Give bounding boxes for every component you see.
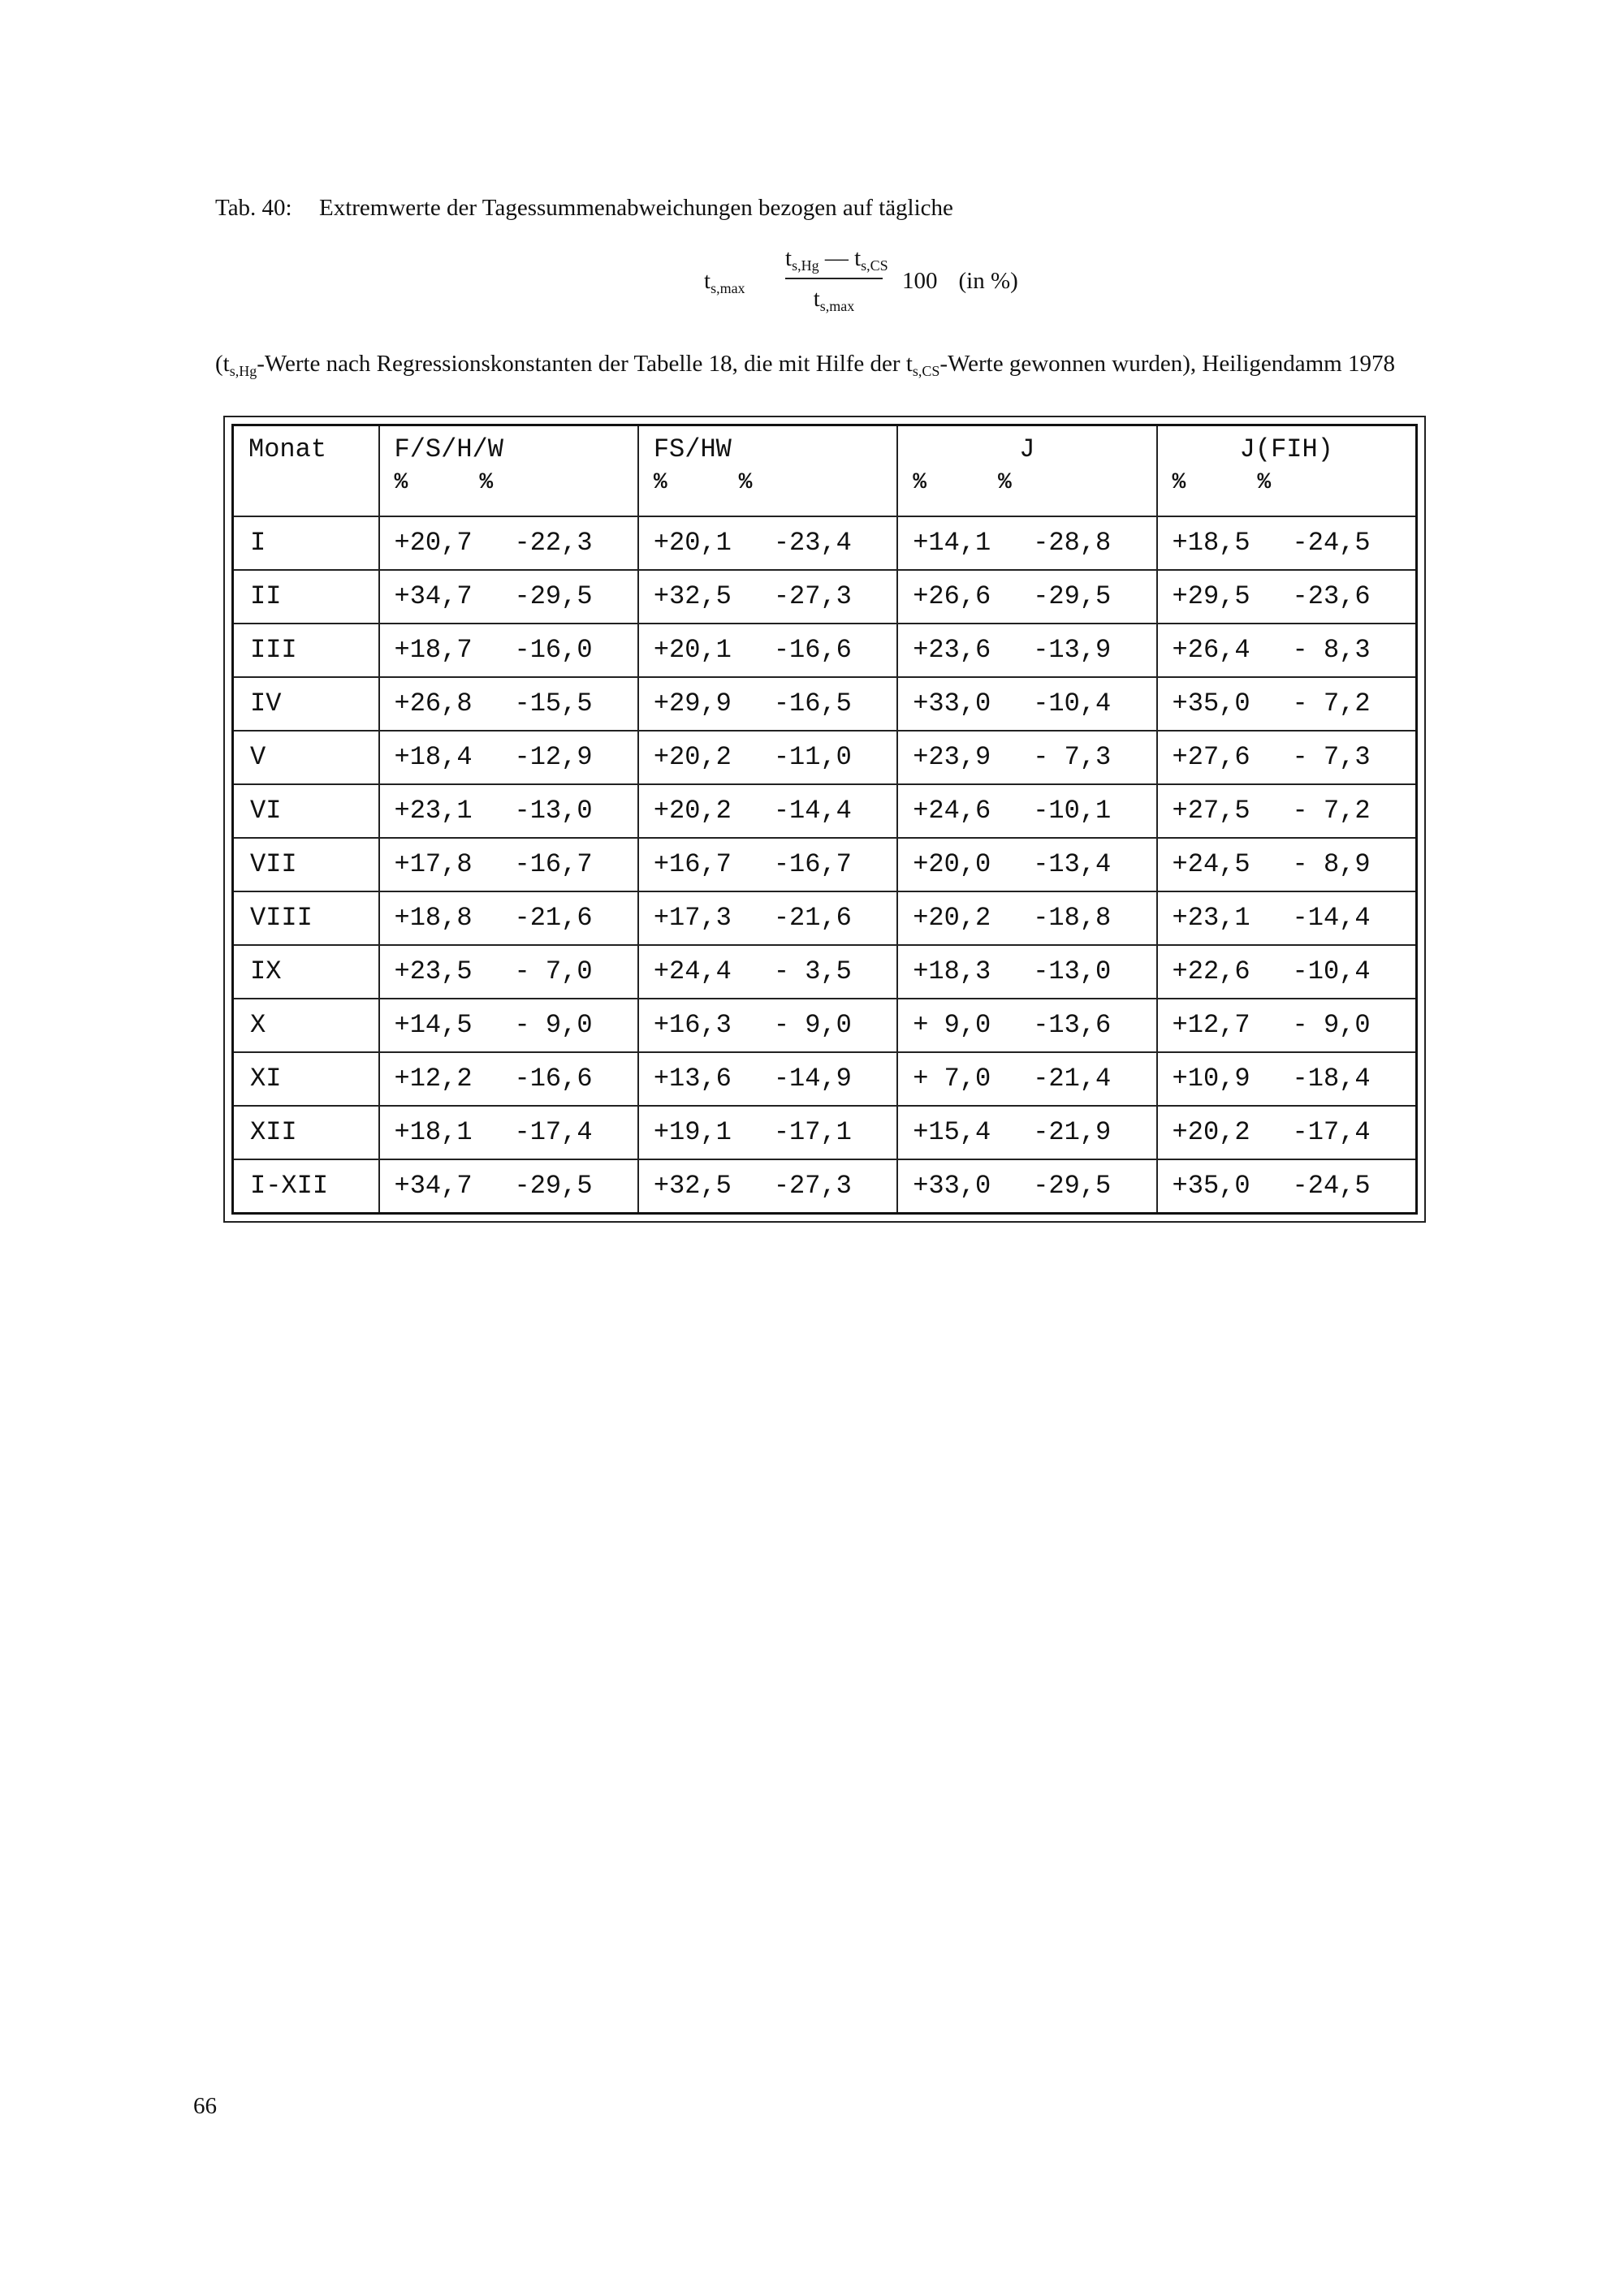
max-value: +29,9: [653, 688, 732, 719]
value-cell: [1157, 677, 1417, 731]
min-value: - 9,0: [773, 1010, 852, 1041]
max-value: +20,2: [653, 742, 732, 773]
min-value: - 7,2: [1292, 796, 1371, 826]
max-value: +24,4: [653, 956, 732, 987]
min-value: -13,0: [514, 796, 593, 826]
formula-lhs: $t_{s,max}$: [704, 268, 745, 296]
value-cell: [897, 945, 1156, 999]
min-value: -16,6: [514, 1064, 593, 1094]
value-cell: [1157, 624, 1417, 677]
value-cell: [379, 838, 638, 891]
value-cell: [379, 677, 638, 731]
max-value: +16,3: [653, 1010, 732, 1041]
max-value: +14,5: [394, 1010, 473, 1041]
max-value: +27,6: [1172, 742, 1250, 773]
min-value: -21,4: [1033, 1064, 1112, 1094]
value-cell: [897, 784, 1156, 838]
min-value: - 8,3: [1292, 635, 1371, 666]
value-cell: [638, 945, 897, 999]
table-caption: [215, 195, 953, 222]
table-row: [233, 624, 1417, 677]
month-cell: VIII: [233, 891, 379, 945]
month-cell: XI: [233, 1052, 379, 1106]
min-value: - 7,0: [514, 956, 593, 987]
table-row: [233, 516, 1417, 570]
value-cell: [1157, 1052, 1417, 1106]
table-row: [233, 784, 1417, 838]
max-value: +17,8: [394, 849, 473, 880]
max-value: +18,8: [394, 903, 473, 934]
column-header: [233, 425, 379, 517]
value-cell: [379, 570, 638, 624]
min-value: -17,1: [773, 1117, 852, 1148]
value-cell: [897, 1052, 1156, 1106]
value-cell: [897, 999, 1156, 1052]
max-value: +14,1: [913, 528, 991, 559]
column-units: % %: [394, 470, 494, 495]
max-value: +34,7: [394, 1171, 473, 1202]
min-value: -27,3: [773, 1171, 852, 1202]
min-value: -29,5: [514, 581, 593, 612]
max-value: +33,0: [913, 688, 991, 719]
value-cell: [638, 1052, 897, 1106]
month-cell: VII: [233, 838, 379, 891]
min-value: -23,6: [1292, 581, 1371, 612]
value-cell: [379, 891, 638, 945]
value-cell: [1157, 731, 1417, 784]
formula-unit: (in %): [958, 268, 1018, 294]
value-cell: [897, 838, 1156, 891]
value-cell: [379, 1106, 638, 1159]
value-cell: [379, 1159, 638, 1214]
min-value: -16,6: [773, 635, 852, 666]
value-cell: [379, 945, 638, 999]
max-value: +20,2: [913, 903, 991, 934]
max-value: +12,2: [394, 1064, 473, 1094]
table-body: [233, 516, 1417, 1214]
min-value: -10,4: [1292, 956, 1371, 987]
max-value: +10,9: [1172, 1064, 1250, 1094]
max-value: +18,4: [394, 742, 473, 773]
column-title: J(FIH): [1239, 434, 1333, 464]
min-value: -14,4: [773, 796, 852, 826]
table-row: [233, 838, 1417, 891]
min-value: -14,4: [1292, 903, 1371, 934]
value-cell: [1157, 999, 1417, 1052]
min-value: -15,5: [514, 688, 593, 719]
table-row: [233, 1159, 1417, 1214]
value-cell: [638, 624, 897, 677]
min-value: -13,6: [1033, 1010, 1112, 1041]
max-value: +26,4: [1172, 635, 1250, 666]
table-row: [233, 570, 1417, 624]
value-cell: [1157, 1159, 1417, 1214]
column-header: [897, 425, 1156, 517]
table-header-row: [233, 425, 1417, 517]
min-value: -21,9: [1033, 1117, 1112, 1148]
column-units: % %: [1172, 470, 1272, 495]
max-value: +33,0: [913, 1171, 991, 1202]
value-cell: [379, 516, 638, 570]
max-value: +20,1: [653, 635, 732, 666]
value-cell: [1157, 784, 1417, 838]
table-frame: [223, 416, 1426, 1223]
caption-text: Extremwerte der Tagessummenabweichungen bezogen auf tägliche: [319, 195, 953, 221]
max-value: +35,0: [1172, 1171, 1250, 1202]
min-value: -29,5: [1033, 1171, 1112, 1202]
max-value: +29,5: [1172, 581, 1250, 612]
min-value: - 8,9: [1292, 849, 1371, 880]
value-cell: [1157, 516, 1417, 570]
min-value: - 7,3: [1033, 742, 1112, 773]
max-value: +18,3: [913, 956, 991, 987]
max-value: +12,7: [1172, 1010, 1250, 1041]
min-value: -17,4: [514, 1117, 593, 1148]
min-value: -11,0: [773, 742, 852, 773]
value-cell: [897, 624, 1156, 677]
min-value: -13,9: [1033, 635, 1112, 666]
value-cell: [1157, 891, 1417, 945]
column-units: % %: [913, 470, 1012, 495]
max-value: +20,1: [653, 528, 732, 559]
value-cell: [1157, 1106, 1417, 1159]
max-value: +13,6: [653, 1064, 732, 1094]
max-value: +23,5: [394, 956, 473, 987]
month-cell: VI: [233, 784, 379, 838]
column-units: % %: [653, 470, 753, 495]
max-value: +26,6: [913, 581, 991, 612]
min-value: -16,7: [773, 849, 852, 880]
formula-fraction: [785, 245, 888, 315]
month-cell: I: [233, 516, 379, 570]
min-value: -10,1: [1033, 796, 1112, 826]
month-cell: I-XII: [233, 1159, 379, 1214]
max-value: +19,1: [653, 1117, 732, 1148]
month-cell: V: [233, 731, 379, 784]
value-cell: [638, 677, 897, 731]
value-cell: [638, 784, 897, 838]
max-value: +18,7: [394, 635, 473, 666]
month-cell: II: [233, 570, 379, 624]
month-cell: III: [233, 624, 379, 677]
min-value: -27,3: [773, 581, 852, 612]
max-value: +34,7: [394, 581, 473, 612]
table-row: [233, 677, 1417, 731]
extreme-values-table: [231, 424, 1418, 1215]
max-value: +20,2: [653, 796, 732, 826]
month-cell: IX: [233, 945, 379, 999]
value-cell: [1157, 838, 1417, 891]
min-value: - 7,2: [1292, 688, 1371, 719]
value-cell: [638, 1106, 897, 1159]
value-cell: [638, 516, 897, 570]
max-value: +27,5: [1172, 796, 1250, 826]
formula-denominator: $t_{s,max}$: [813, 286, 855, 314]
min-value: -16,7: [514, 849, 593, 880]
value-cell: [897, 731, 1156, 784]
column-header: [1157, 425, 1417, 517]
max-value: +24,6: [913, 796, 991, 826]
min-value: - 9,0: [514, 1010, 593, 1041]
max-value: +26,8: [394, 688, 473, 719]
max-value: + 9,0: [913, 1010, 991, 1041]
page-number: 66: [193, 2093, 217, 2119]
min-value: -23,4: [773, 528, 852, 559]
value-cell: [379, 784, 638, 838]
max-value: +20,0: [913, 849, 991, 880]
formula: [704, 244, 1061, 325]
max-value: +23,6: [913, 635, 991, 666]
min-value: -24,5: [1292, 1171, 1371, 1202]
value-cell: [379, 731, 638, 784]
table-note: ($t_{s,Hg}$-Werte nach Regressionskonstanten der Tabelle 18, die mit Hilfe der $t_{s,CS}$-Werte gewonnen wurden), Heiligendamm 1978: [215, 351, 1395, 379]
table-row: [233, 731, 1417, 784]
formula-numerator: $t_{s,Hg}$ — $t_{s,CS}$: [785, 245, 883, 279]
min-value: -28,8: [1033, 528, 1112, 559]
month-cell: IV: [233, 677, 379, 731]
max-value: +24,5: [1172, 849, 1250, 880]
min-value: -16,5: [773, 688, 852, 719]
max-value: +23,1: [1172, 903, 1250, 934]
formula-factor: 100 (in %): [902, 268, 1018, 294]
table-row: [233, 891, 1417, 945]
min-value: - 7,3: [1292, 742, 1371, 773]
table-row: [233, 999, 1417, 1052]
max-value: +18,1: [394, 1117, 473, 1148]
min-value: -29,5: [1033, 581, 1112, 612]
max-value: +20,2: [1172, 1117, 1250, 1148]
month-cell: XII: [233, 1106, 379, 1159]
value-cell: [379, 999, 638, 1052]
column-title: Monat: [248, 434, 327, 464]
min-value: -16,0: [514, 635, 593, 666]
value-cell: [897, 891, 1156, 945]
min-value: -21,6: [514, 903, 593, 934]
value-cell: [638, 731, 897, 784]
column-title: J: [1019, 434, 1035, 464]
min-value: - 3,5: [773, 956, 852, 987]
max-value: +32,5: [653, 581, 732, 612]
max-value: +23,1: [394, 796, 473, 826]
min-value: -18,8: [1033, 903, 1112, 934]
column-title: F/S/H/W: [394, 434, 503, 464]
max-value: +16,7: [653, 849, 732, 880]
value-cell: [638, 999, 897, 1052]
min-value: - 9,0: [1292, 1010, 1371, 1041]
value-cell: [638, 570, 897, 624]
max-value: +23,9: [913, 742, 991, 773]
value-cell: [379, 1052, 638, 1106]
max-value: +17,3: [653, 903, 732, 934]
min-value: -18,4: [1292, 1064, 1371, 1094]
value-cell: [897, 1106, 1156, 1159]
min-value: -13,0: [1033, 956, 1112, 987]
value-cell: [897, 516, 1156, 570]
min-value: -13,4: [1033, 849, 1112, 880]
min-value: -24,5: [1292, 528, 1371, 559]
table-row: [233, 1106, 1417, 1159]
value-cell: [638, 891, 897, 945]
column-header: [379, 425, 638, 517]
max-value: + 7,0: [913, 1064, 991, 1094]
column-title: FS/HW: [653, 434, 732, 464]
min-value: -12,9: [514, 742, 593, 773]
value-cell: [638, 838, 897, 891]
table-number: Tab. 40:: [215, 195, 292, 221]
max-value: +15,4: [913, 1117, 991, 1148]
value-cell: [897, 677, 1156, 731]
min-value: -21,6: [773, 903, 852, 934]
table-row: [233, 945, 1417, 999]
value-cell: [1157, 570, 1417, 624]
min-value: -17,4: [1292, 1117, 1371, 1148]
min-value: -22,3: [514, 528, 593, 559]
value-cell: [1157, 945, 1417, 999]
min-value: -14,9: [773, 1064, 852, 1094]
max-value: +35,0: [1172, 688, 1250, 719]
min-value: -29,5: [514, 1171, 593, 1202]
column-header: [638, 425, 897, 517]
max-value: +32,5: [653, 1171, 732, 1202]
value-cell: [897, 1159, 1156, 1214]
value-cell: [638, 1159, 897, 1214]
value-cell: [897, 570, 1156, 624]
min-value: -10,4: [1033, 688, 1112, 719]
table-row: [233, 1052, 1417, 1106]
value-cell: [379, 624, 638, 677]
month-cell: X: [233, 999, 379, 1052]
max-value: +18,5: [1172, 528, 1250, 559]
max-value: +22,6: [1172, 956, 1250, 987]
max-value: +20,7: [394, 528, 473, 559]
